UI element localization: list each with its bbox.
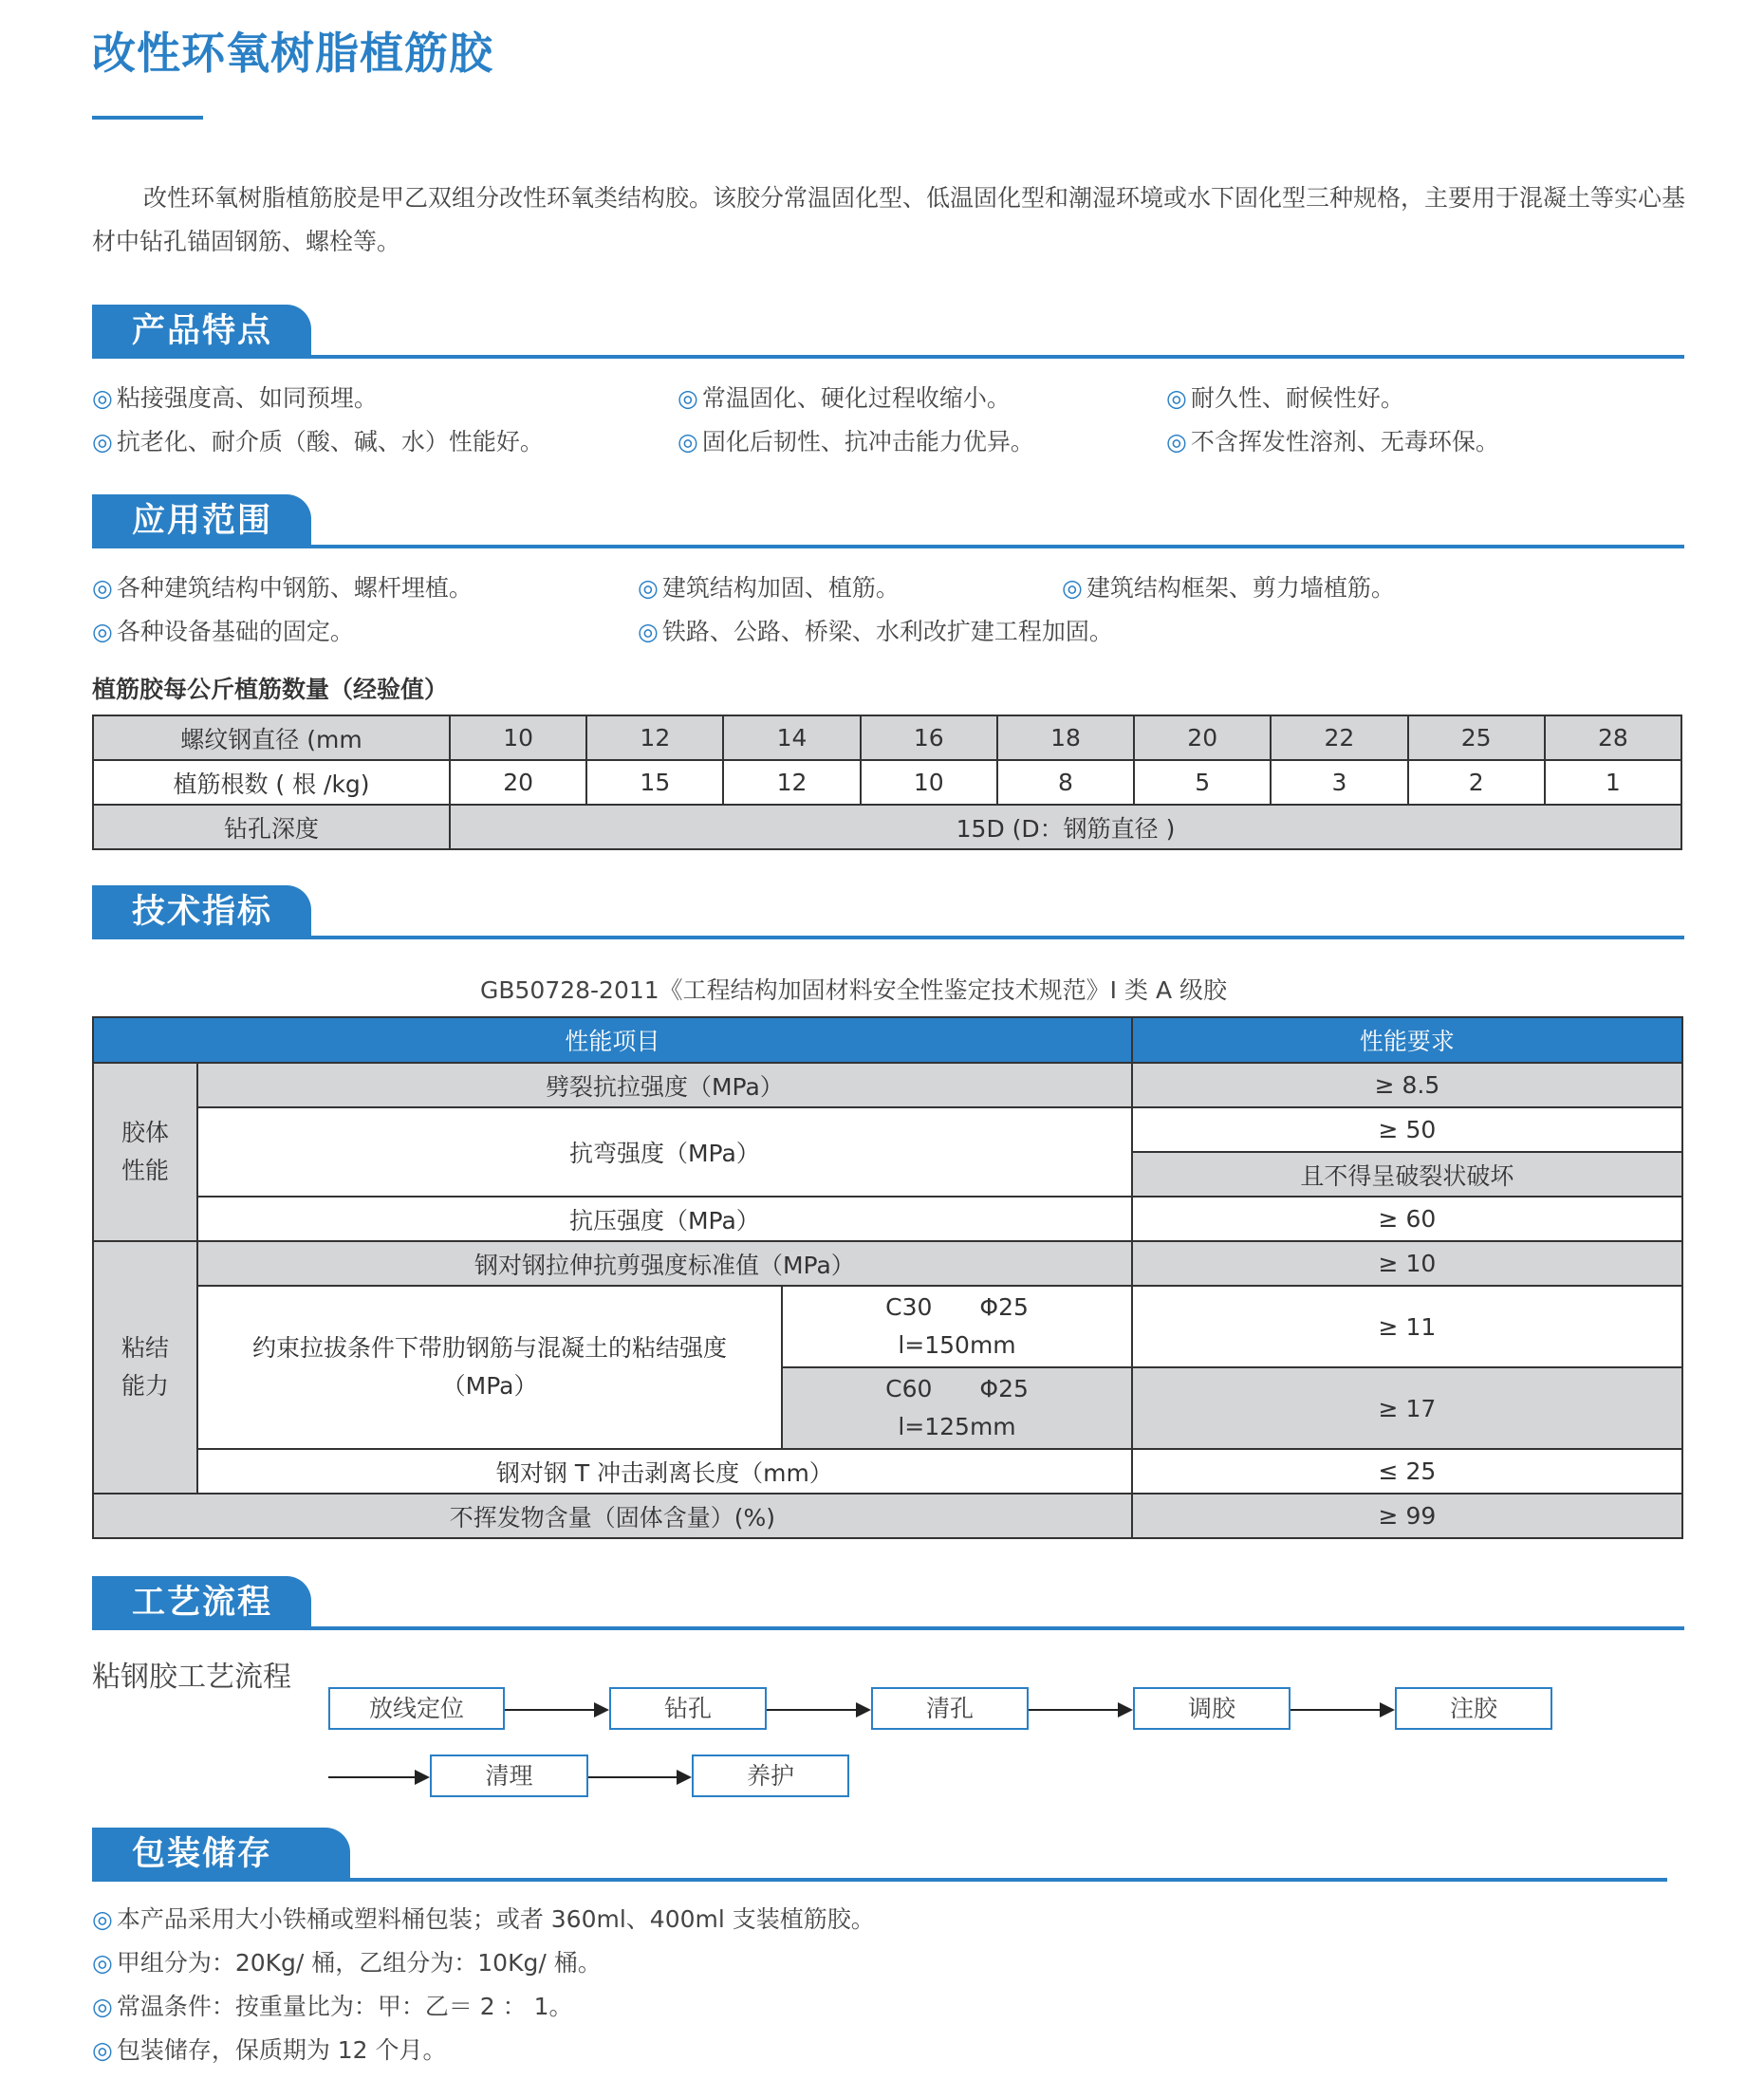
count-cell: 20 bbox=[450, 760, 586, 805]
bullet-icon: ◎ bbox=[92, 1949, 113, 1977]
spec-name: 抗弯强度（MPa） bbox=[197, 1107, 1132, 1197]
section-title: 应用范围 bbox=[92, 494, 311, 548]
diameter-cell: 18 bbox=[997, 715, 1134, 760]
spec-value: ≥ 8.5 bbox=[1132, 1063, 1682, 1107]
section-packaging-header bbox=[92, 1828, 1667, 1882]
feature-item: ◎ 粘接强度高、如同预埋。 bbox=[92, 384, 378, 412]
process-step: 调胶 bbox=[1133, 1687, 1291, 1730]
spec-value: ≥ 17 bbox=[1132, 1367, 1682, 1449]
arrow-right-icon bbox=[1029, 1709, 1131, 1711]
page-title: 改性环氧树脂植筋胶 bbox=[92, 28, 493, 79]
bullet-icon: ◎ bbox=[638, 618, 659, 645]
spec-value: 且不得呈破裂状破坏 bbox=[1132, 1152, 1682, 1197]
section-applications-header bbox=[92, 494, 1684, 548]
title-underline bbox=[92, 116, 203, 120]
spec-value: ≥ 11 bbox=[1132, 1286, 1682, 1367]
spec-name: 约束拉拔条件下带肋钢筋与混凝土的粘结强度（MPa） bbox=[197, 1286, 782, 1449]
intro-paragraph: 改性环氧树脂植筋胶是甲乙双组分改性环氧类结构胶。该胶分常温固化型、低温固化型和潮湿环境或水下固化型三种规格，主要用于混凝土等实心基材中钻孔锚固钢筋、螺栓等。 bbox=[92, 184, 1686, 255]
spec-value: ≥ 50 bbox=[1132, 1107, 1682, 1152]
spec-condition: C30 Φ25 bbox=[885, 1293, 1029, 1321]
diameter-cell: 28 bbox=[1545, 715, 1681, 760]
tech-spec-table bbox=[92, 1016, 1683, 1539]
spec-condition: l=125mm bbox=[898, 1413, 1016, 1440]
packaging-item: ◎ 甲组分为：20Kg/ 桶，乙组分为：10Kg/ 桶。 bbox=[92, 1949, 602, 1977]
diameter-cell: 25 bbox=[1408, 715, 1545, 760]
spec-value: ≥ 60 bbox=[1132, 1197, 1682, 1241]
rebar-table bbox=[92, 715, 1682, 850]
process-step: 注胶 bbox=[1395, 1687, 1552, 1730]
bullet-icon: ◎ bbox=[1166, 384, 1187, 412]
spec-condition: l=150mm bbox=[898, 1331, 1016, 1359]
process-step: 钻孔 bbox=[609, 1687, 767, 1730]
packaging-item: ◎ 包装储存，保质期为 12 个月。 bbox=[92, 2036, 447, 2064]
application-item: ◎ 建筑结构加固、植筋。 bbox=[638, 574, 900, 602]
section-title: 工艺流程 bbox=[92, 1576, 311, 1630]
feature-item: ◎ 耐久性、耐候性好。 bbox=[1166, 384, 1404, 412]
diameter-cell: 14 bbox=[723, 715, 860, 760]
packaging-item: ◎ 常温条件：按重量比为：甲：乙＝ 2 ： 1。 bbox=[92, 1993, 573, 2020]
standard-caption: GB50728-2011《工程结构加固材料安全性鉴定技术规范》I 类 A 级胶 bbox=[479, 976, 1227, 1004]
spec-name: 钢对钢 T 冲击剥离长度（mm） bbox=[197, 1449, 1132, 1494]
application-item: ◎ 各种建筑结构中钢筋、螺杆埋植。 bbox=[92, 574, 473, 602]
process-step: 放线定位 bbox=[328, 1687, 505, 1730]
feature-item: ◎ 常温固化、硬化过程收缩小。 bbox=[678, 384, 1011, 412]
bullet-icon: ◎ bbox=[92, 428, 113, 455]
diameter-cell: 22 bbox=[1271, 715, 1407, 760]
spec-value: ≥ 10 bbox=[1132, 1241, 1682, 1286]
bullet-icon: ◎ bbox=[1166, 428, 1187, 455]
spec-name: 抗压强度（MPa） bbox=[197, 1197, 1132, 1241]
section-title: 产品特点 bbox=[92, 305, 311, 359]
rebar-table-caption: 植筋胶每公斤植筋数量（经验值） bbox=[92, 676, 449, 703]
count-cell: 15 bbox=[586, 760, 723, 805]
application-item: ◎ 各种设备基础的固定。 bbox=[92, 618, 354, 645]
row-label: 植筋根数 ( 根 /kg) bbox=[93, 760, 450, 805]
group-colloid: 胶体性能 bbox=[93, 1063, 197, 1241]
count-cell: 2 bbox=[1408, 760, 1545, 805]
arrow-right-icon bbox=[1291, 1709, 1393, 1711]
spec-name: 劈裂抗拉强度（MPa） bbox=[197, 1063, 1132, 1107]
spec-condition: C60 Φ25 bbox=[885, 1375, 1029, 1402]
diameter-cell: 16 bbox=[861, 715, 997, 760]
spec-name: 不挥发物含量（固体含量）(%) bbox=[93, 1494, 1132, 1538]
drill-depth-value: 15D (D：钢筋直径 ) bbox=[450, 805, 1681, 849]
bullet-icon: ◎ bbox=[92, 2036, 113, 2064]
header-requirement: 性能要求 bbox=[1132, 1017, 1682, 1063]
count-cell: 12 bbox=[723, 760, 860, 805]
spec-value: ≤ 25 bbox=[1132, 1449, 1682, 1494]
diameter-cell: 10 bbox=[450, 715, 586, 760]
count-cell: 8 bbox=[997, 760, 1134, 805]
diameter-cell: 12 bbox=[586, 715, 723, 760]
count-cell: 10 bbox=[861, 760, 997, 805]
arrow-right-icon bbox=[505, 1709, 607, 1711]
section-features-header bbox=[92, 305, 1684, 359]
spec-name: 钢对钢拉伸抗剪强度标准值（MPa） bbox=[197, 1241, 1132, 1286]
feature-item: ◎ 不含挥发性溶剂、无毒环保。 bbox=[1166, 428, 1499, 455]
process-subtitle: 粘钢胶工艺流程 bbox=[92, 1661, 291, 1694]
arrow-right-icon bbox=[588, 1776, 690, 1778]
process-step: 清理 bbox=[430, 1755, 588, 1797]
section-title: 技术指标 bbox=[92, 885, 311, 939]
row-label: 螺纹钢直径 (mm bbox=[93, 715, 450, 760]
bullet-icon: ◎ bbox=[638, 574, 659, 602]
group-bonding: 粘结能力 bbox=[93, 1241, 197, 1494]
bullet-icon: ◎ bbox=[92, 618, 113, 645]
section-title: 包装储存 bbox=[92, 1828, 350, 1882]
feature-item: ◎ 固化后韧性、抗冲击能力优异。 bbox=[678, 428, 1034, 455]
count-cell: 1 bbox=[1545, 760, 1681, 805]
spec-value: ≥ 99 bbox=[1132, 1494, 1682, 1538]
arrow-right-icon bbox=[767, 1709, 869, 1711]
packaging-item: ◎ 本产品采用大小铁桶或塑料桶包装；或者 360ml、400ml 支装植筋胶。 bbox=[92, 1905, 875, 1933]
section-process-header bbox=[92, 1576, 1684, 1630]
arrow-right-icon bbox=[328, 1776, 428, 1778]
bullet-icon: ◎ bbox=[678, 384, 698, 412]
bullet-icon: ◎ bbox=[678, 428, 698, 455]
header-item: 性能项目 bbox=[93, 1017, 1132, 1063]
count-cell: 5 bbox=[1134, 760, 1271, 805]
diameter-cell: 20 bbox=[1134, 715, 1271, 760]
application-item: ◎ 建筑结构框架、剪力墙植筋。 bbox=[1062, 574, 1395, 602]
section-tech-header bbox=[92, 885, 1684, 939]
process-step: 养护 bbox=[692, 1755, 849, 1797]
row-label: 钻孔深度 bbox=[93, 805, 450, 849]
bullet-icon: ◎ bbox=[92, 1905, 113, 1933]
feature-item: ◎ 抗老化、耐介质（酸、碱、水）性能好。 bbox=[92, 428, 544, 455]
count-cell: 3 bbox=[1271, 760, 1407, 805]
application-item: ◎ 铁路、公路、桥梁、水利改扩建工程加固。 bbox=[638, 618, 1113, 645]
bullet-icon: ◎ bbox=[92, 384, 113, 412]
bullet-icon: ◎ bbox=[92, 1993, 113, 2020]
bullet-icon: ◎ bbox=[1062, 574, 1083, 602]
bullet-icon: ◎ bbox=[92, 574, 113, 602]
process-step: 清孔 bbox=[871, 1687, 1029, 1730]
